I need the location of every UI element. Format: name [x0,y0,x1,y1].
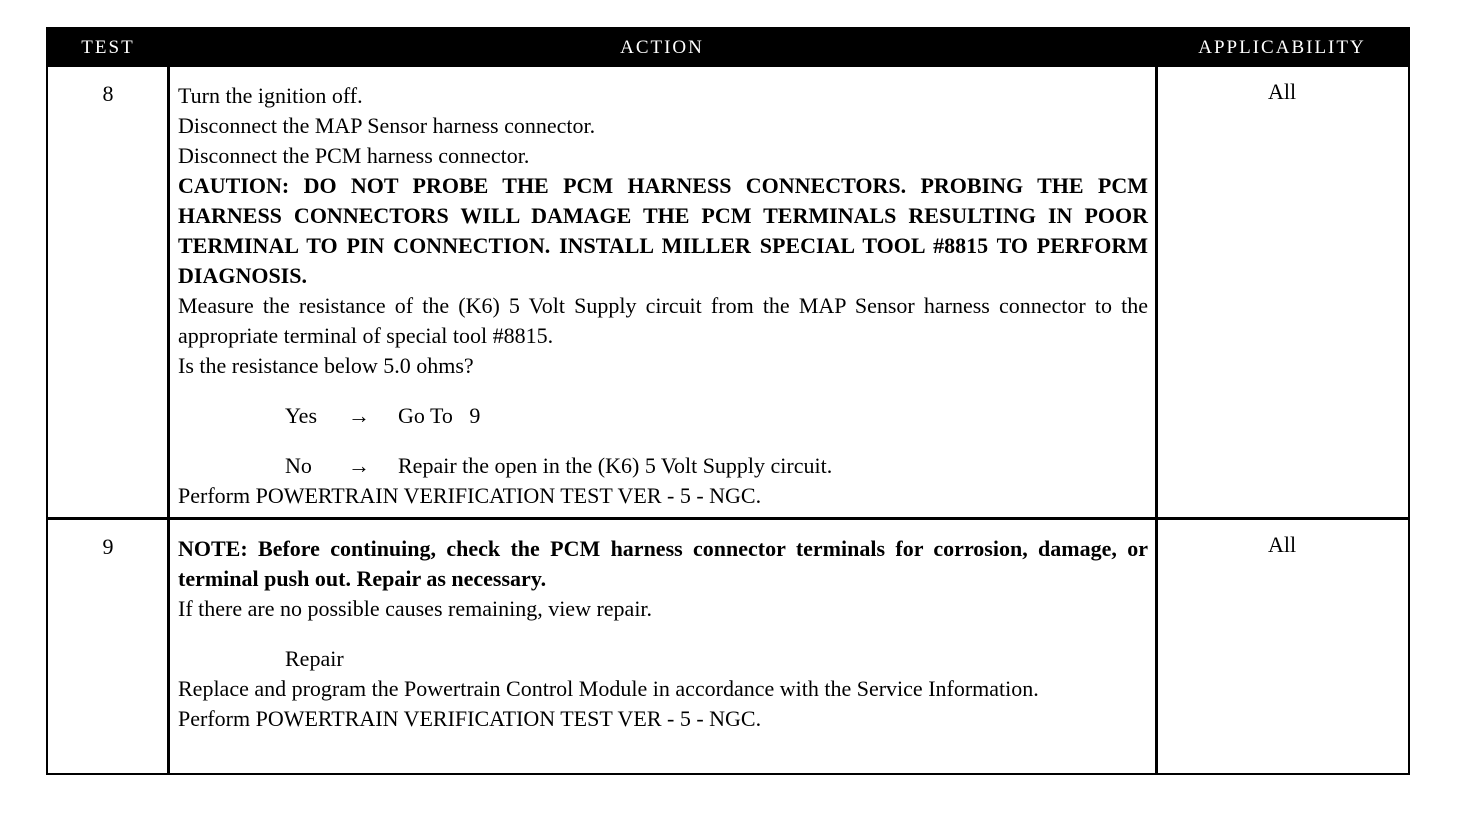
no-result-verification: Perform POWERTRAIN VERIFICATION TEST VER - 5 - NGC. [178,483,762,508]
test-number-8: 8 [102,81,114,106]
repair-verification: Perform POWERTRAIN VERIFICATION TEST VER - 5 - NGC. [178,706,762,731]
table-header [48,29,1408,67]
no-label: No [285,453,312,478]
arrow-icon: → [348,453,370,478]
yes-result: Go To 9 [398,403,481,428]
test-number-9: 9 [102,534,114,559]
measure-text: Measure the resistance of the (K6) 5 Volt Supply circuit from the MAP Sensor harness connector to the appropriate terminal of special tool #8815. [178,293,1148,348]
no-result: Repair the open in the (K6) 5 Volt Supply circuit. [398,453,833,478]
question-text: Is the resistance below 5.0 ohms? [178,353,474,378]
header-applicability: APPLICABILITY [1198,37,1366,58]
caution-text: CAUTION: DO NOT PROBE THE PCM HARNESS CONNECTORS. PROBING THE PCM HARNESS CONNECTORS WILL DAMAGE THE PCM TERMINALS RESULTING IN POOR TERMINAL TO PIN CONNECTION. INSTALL MILLER SPECIAL TOOL #8815 TO PERFORM DIAGNOSIS. [178,173,1148,288]
applicability-8: All [1267,79,1297,104]
repair-label: Repair [285,646,344,671]
yes-branch [178,401,1148,431]
applicability-9: All [1267,532,1297,557]
note-text: NOTE: Before continuing, check the PCM harness connector terminals for corrosion, damage, or terminal push out. Repair as necessary. [178,536,1148,591]
step-text: Disconnect the PCM harness connector. [178,143,530,168]
yes-label: Yes [285,403,318,428]
repair-text: Replace and program the Powertrain Control Module in accordance with the Service Information. [178,676,1039,701]
diagnostic-table [46,27,1410,775]
column-divider-test [167,67,170,773]
header-test: TEST [81,37,135,58]
column-divider-action [1155,67,1158,773]
action-cell-9 [178,534,1148,734]
step-text: If there are no possible causes remaining, view repair. [178,596,653,621]
row-divider [48,517,1408,520]
step-text: Turn the ignition off. [178,83,363,108]
step-text: Disconnect the MAP Sensor harness connector. [178,113,596,138]
action-cell-8 [178,81,1148,511]
arrow-icon: → [348,403,370,428]
header-action: ACTION [620,37,704,58]
no-branch [178,451,1148,481]
